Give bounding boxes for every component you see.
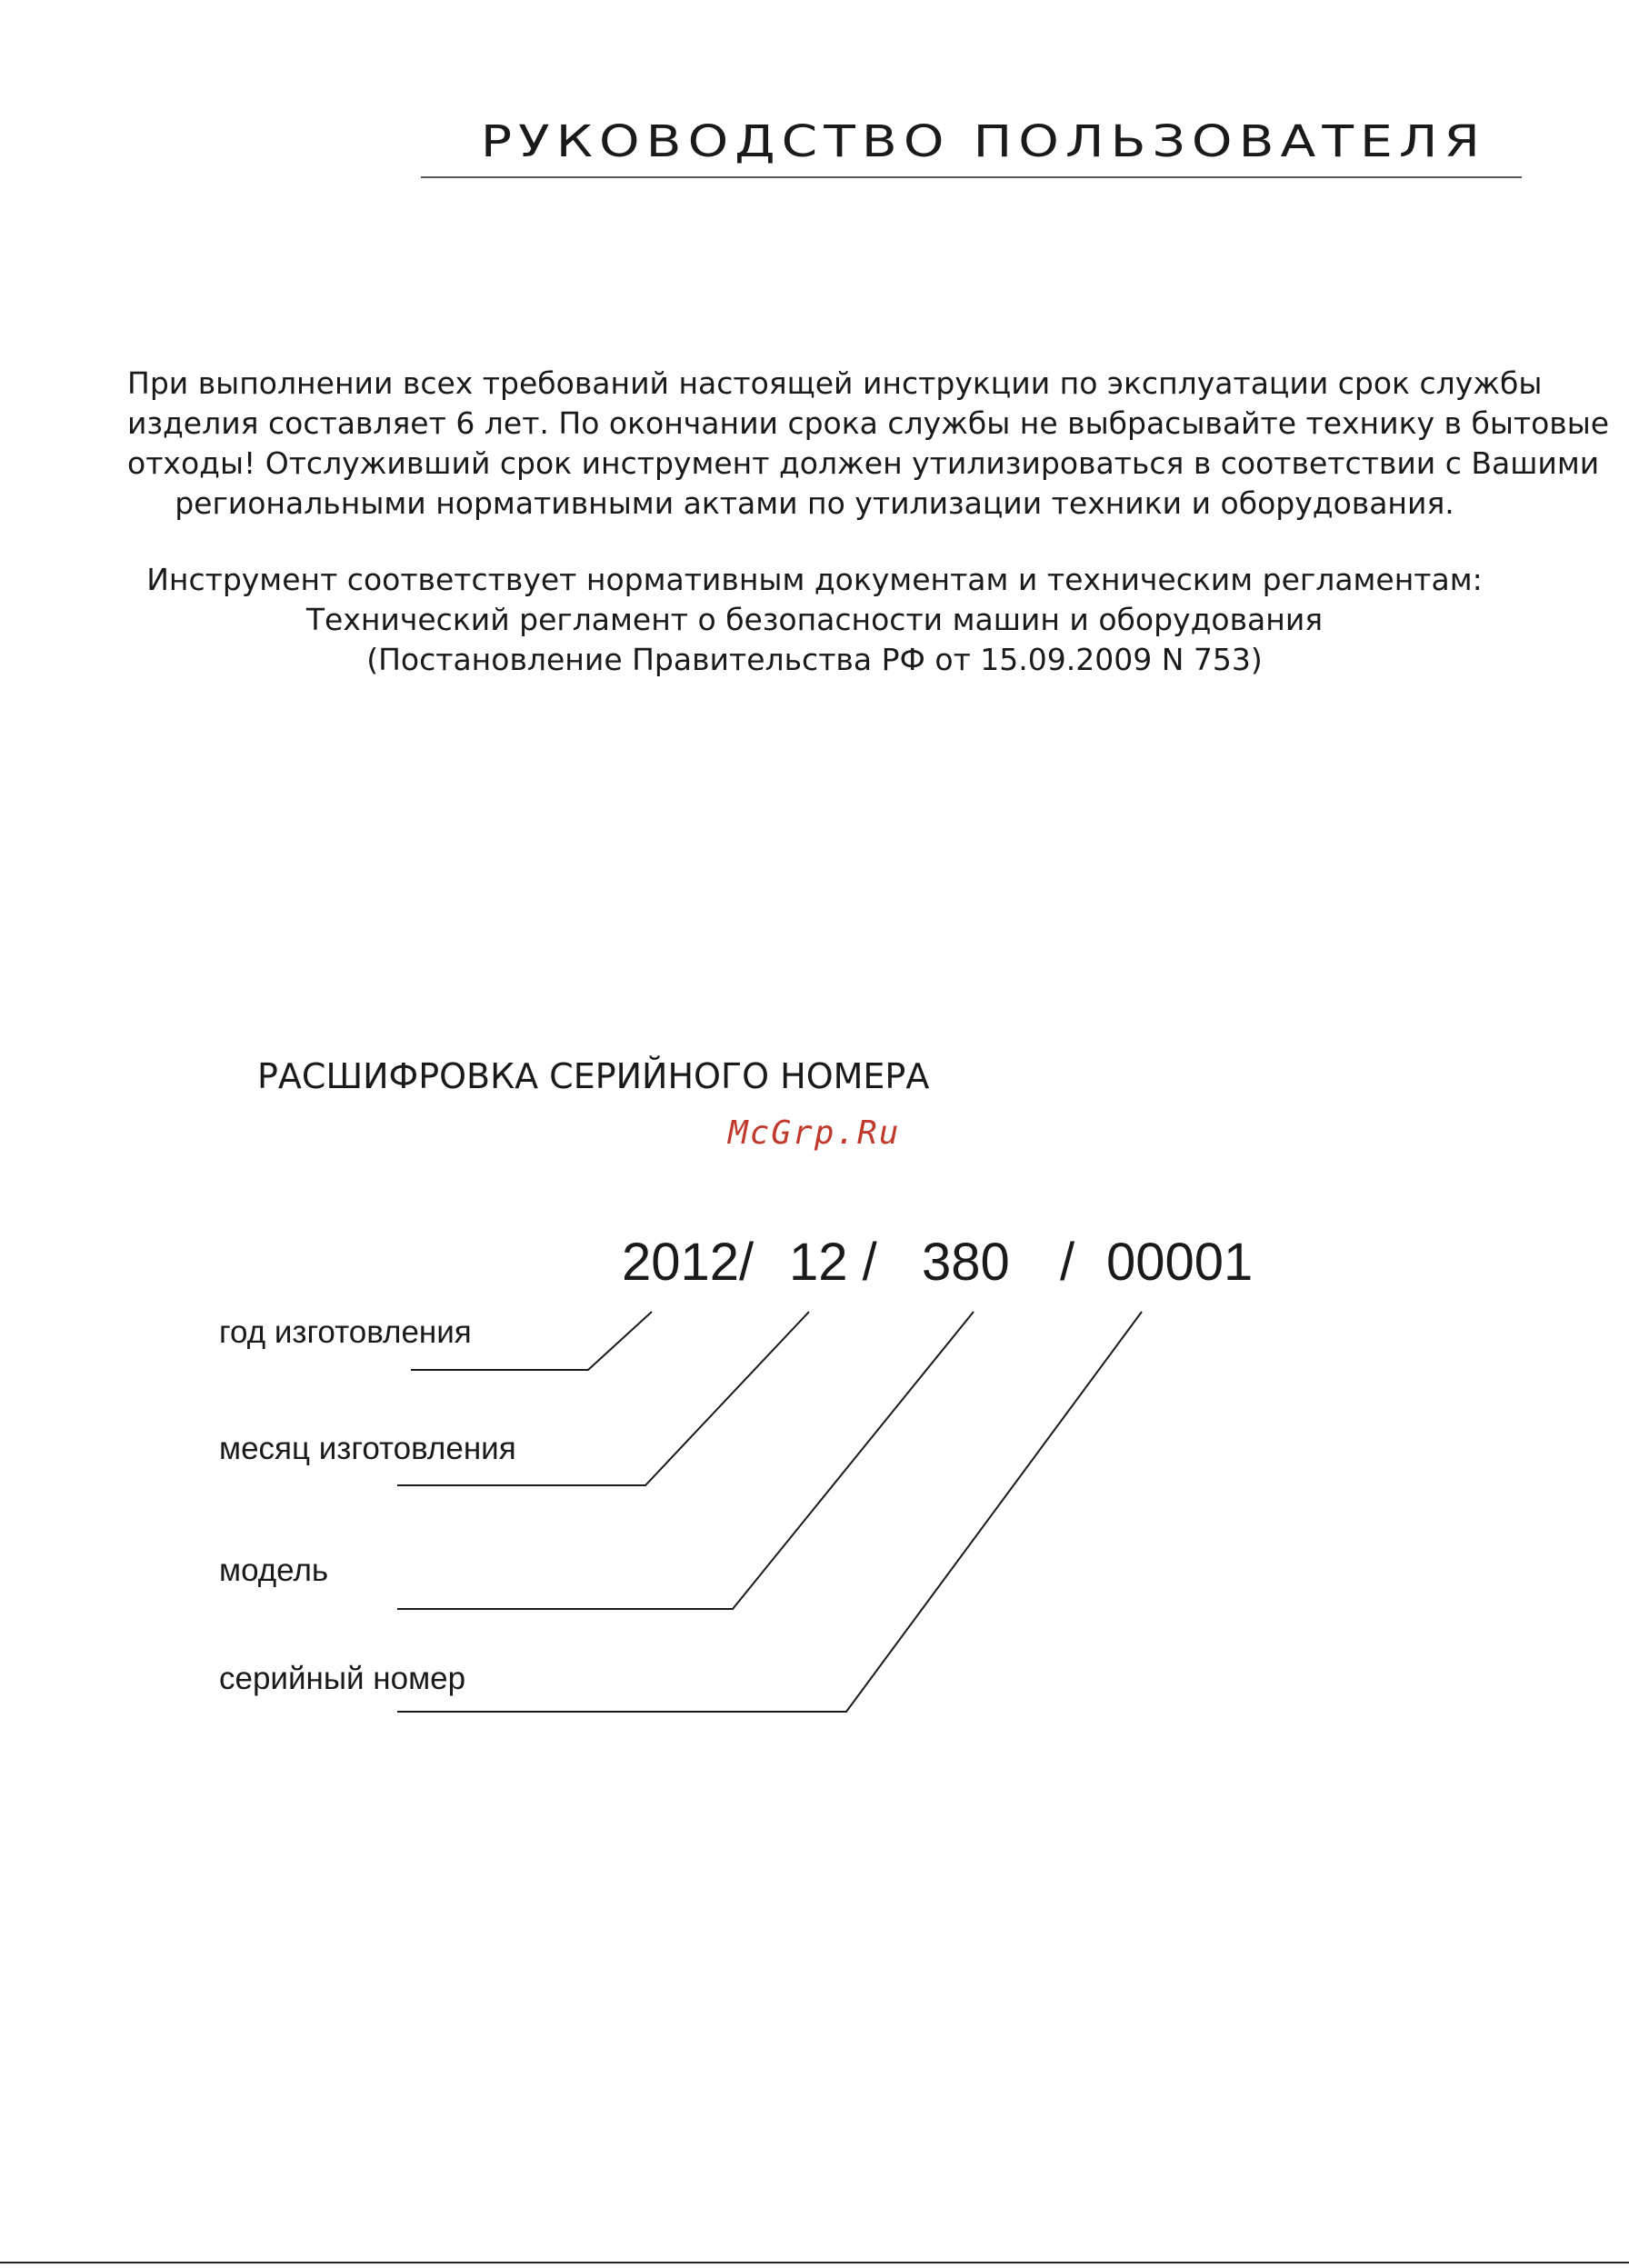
serial-number-segment: 00001	[1106, 1233, 1254, 1292]
serial-year-segment: 2012/	[622, 1233, 755, 1292]
compliance-line: Технический регламент о безопасности машин и оборудования	[305, 602, 1324, 637]
service-life-notice	[127, 364, 1610, 524]
label-year: год изготовления	[219, 1314, 472, 1350]
compliance-line: (Постановление Правительства РФ от 15.09.2009 N 753)	[366, 642, 1263, 677]
notice-line: отходы! Отслуживший срок инструмент должен утилизироваться в соответствии с Вашими	[127, 445, 1600, 481]
compliance-statement	[127, 560, 1502, 680]
label-serial: серийный номер	[219, 1661, 466, 1696]
notice-line: изделия составляет 6 лет. По окончании срока службы не выбрасывайте технику в бытовые	[127, 405, 1610, 441]
page-bottom-border	[0, 2262, 1629, 2263]
serial-month-segment: 12 /	[789, 1233, 877, 1292]
watermark: McGrp.Ru	[728, 1114, 901, 1152]
notice-line: региональными нормативными актами по утилизации техники и оборудования.	[175, 485, 1454, 521]
header-divider	[421, 176, 1522, 178]
notice-line: При выполнении всех требований настоящей инструкции по эксплуатации срок службы	[127, 365, 1543, 401]
label-month: месяц изготовления	[219, 1431, 516, 1466]
label-model: модель	[219, 1553, 329, 1588]
compliance-line: Инструмент соответствует нормативным документам и техническим регламентам:	[146, 562, 1483, 597]
document-title: РУКОВОДСТВО ПОЛЬЗОВАТЕЛЯ	[480, 116, 1486, 167]
serial-model-segment: 380	[922, 1233, 1010, 1292]
serial-decode-heading: РАСШИФРОВКА СЕРИЙНОГО НОМЕРА	[257, 1056, 930, 1096]
serial-separator: /	[1060, 1233, 1075, 1292]
leader-line-serial	[397, 1312, 1142, 1712]
